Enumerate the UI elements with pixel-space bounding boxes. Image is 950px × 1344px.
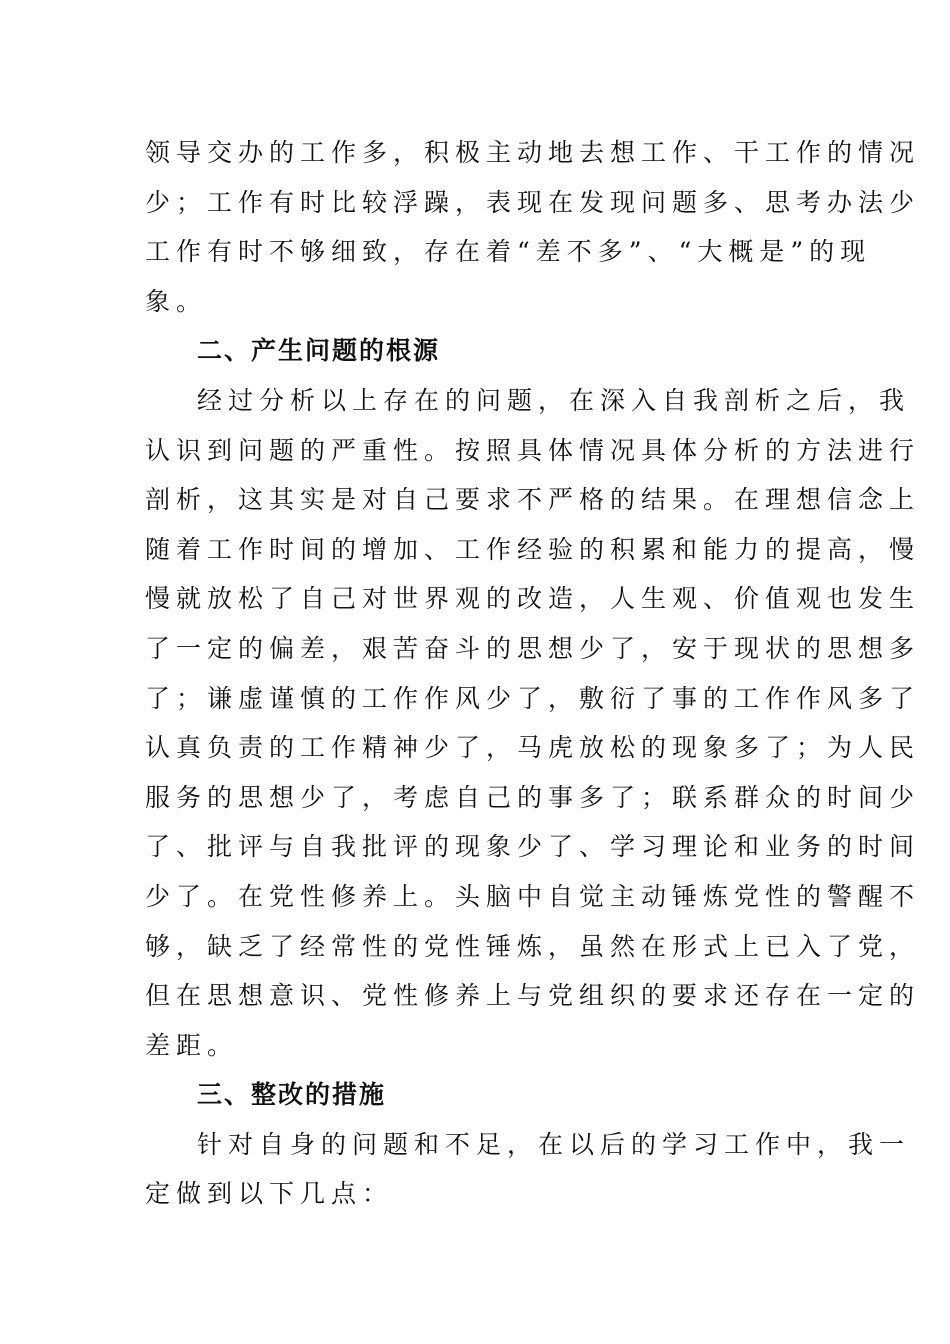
body-line: 了；谦虚谨慎的工作作风少了，敷衍了事的工作作风多了 (145, 683, 921, 713)
body-line: 但在思想意识、党性修养上与党组织的要求还存在一定的 (145, 981, 921, 1011)
body-line: 随着工作时间的增加、工作经验的积累和能力的提高，慢 (145, 534, 921, 564)
body-line: 了一定的偏差，艰苦奋斗的思想少了，安于现状的思想多 (145, 633, 921, 663)
body-line: 慢就放松了自己对世界观的改造，人生观、价值观也发生 (145, 584, 921, 614)
body-line: 少；工作有时比较浮躁，表现在发现问题多、思考办法少 (145, 187, 921, 217)
body-line: 够，缺乏了经常性的党性锤炼，虽然在形式上已入了党， (145, 931, 921, 961)
body-line: 象。 (145, 286, 208, 316)
body-line: 差距。 (145, 1030, 239, 1060)
paragraph-first-line: 经过分析以上存在的问题，在深入自我剖析之后，我 (197, 385, 911, 415)
body-line: 认识到问题的严重性。按照具体情况具体分析的方法进行 (145, 435, 921, 465)
section-heading: 二、产生问题的根源 (197, 336, 441, 366)
body-line: 剖析，这其实是对自己要求不严格的结果。在理想信念上 (145, 485, 921, 515)
section-heading: 三、整改的措施 (197, 1080, 387, 1110)
body-line: 工作有时不够细致，存在着“差不多”、“大概是”的现 (145, 237, 872, 267)
paragraph-first-line: 针对自身的问题和不足，在以后的学习工作中，我一 (197, 1129, 911, 1159)
body-line: 领导交办的工作多，积极主动地去想工作、干工作的情况 (145, 138, 921, 167)
body-line: 了、批评与自我批评的现象少了、学习理论和业务的时间 (145, 832, 921, 862)
body-line: 少了。在党性修养上。头脑中自觉主动锤炼党性的警醒不 (145, 881, 921, 911)
document-body (145, 128, 921, 1219)
body-line: 服务的思想少了，考虑自己的事多了；联系群众的时间少 (145, 782, 921, 812)
body-line: 定做到以下几点： (145, 1179, 394, 1209)
body-line: 认真负责的工作精神少了，马虎放松的现象多了；为人民 (145, 733, 921, 763)
